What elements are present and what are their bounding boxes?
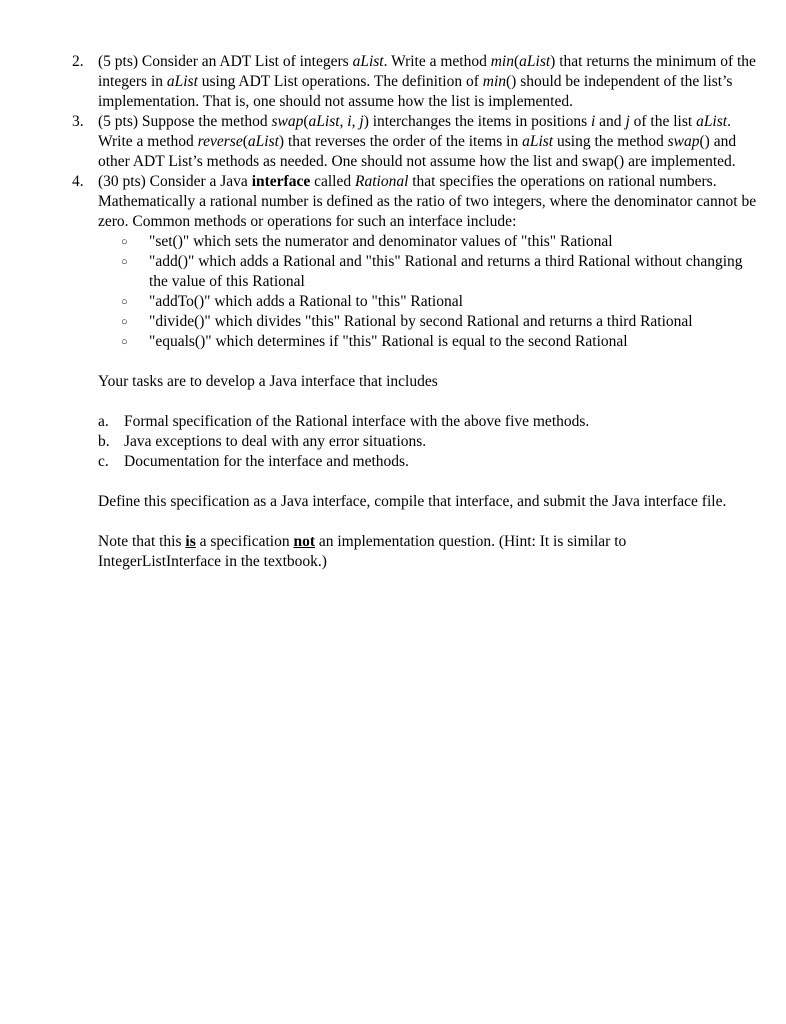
italic-run: min [482,73,506,90]
list-item [98,292,758,312]
text-run: called [310,173,355,190]
text-run: Note that this [98,533,186,550]
question-number: 2. [72,53,84,70]
text-run: an implementation question. (Hint: It is similar to IntegerListInterface in the textbook.) [98,533,627,570]
question-number: 4. [72,173,84,190]
italic-run: aList [247,133,279,150]
list-item-text: "equals()" which determines if "this" Rational is equal to the second Rational [149,333,628,350]
italic-run: aList [696,113,728,130]
list-item [98,332,758,352]
question-text [98,172,758,232]
italic-run: j [625,113,630,130]
italic-run: aList [166,73,198,90]
question-number: 3. [72,113,84,130]
italic-run: aList [352,53,384,70]
text-run: ) that reverses the order of the items in [278,133,523,150]
task-text: Java exceptions to deal with any error situations. [124,433,427,450]
document-page [0,52,786,572]
task-label: b. [98,433,110,450]
text-run: using ADT List operations. The definition of [197,73,483,90]
italic-run: min [490,53,514,70]
text-run: ( [513,53,520,70]
text-run: ( [303,113,309,130]
question-2 [0,52,758,112]
question-3 [0,112,758,172]
tasks-intro: Your tasks are to develop a Java interface that includes [98,373,438,390]
list-item-text: "addTo()" which adds a Rational to "this" Rational [149,293,463,310]
text-run: (5 pts) Suppose the method [98,113,272,130]
italic-run: aList [522,133,554,150]
bold-underline-run: is [185,533,196,550]
text-run: (5 pts) Consider an ADT List of integers [98,53,353,70]
text-run: a specification [195,533,294,550]
italic-run: swap [667,133,700,150]
text-run: . Write a method [383,53,491,70]
task-text: Formal specification of the Rational interface with the above five methods. [124,413,590,430]
circle-bullet-icon: ○ [121,316,128,328]
text-run: () and other ADT List’s methods as needed. One should not assume how the list and swap() are implemented. [98,133,737,170]
text-run: using the method [553,133,668,150]
list-item [98,312,758,332]
text-run: ) interchanges the items in positions [363,113,591,130]
task-label: c. [98,453,109,470]
define-paragraph: Define this specification as a Java interface, compile that interface, and submit the Java interface file. [98,493,727,510]
italic-run: aList, i, j [308,113,364,130]
note-paragraph [0,532,738,572]
list-item-text: "set()" which sets the numerator and denominator values of "this" Rational [149,233,613,250]
italic-run: swap [271,113,304,130]
italic-run: i [590,113,596,130]
text-run: (30 pts) Consider a Java [98,173,252,190]
list-item [98,252,758,292]
text-run: ) that returns the minimum of the integers in [98,53,756,90]
list-item-text: "divide()" which divides "this" Rational by second Rational and returns a third Rational [149,313,693,330]
question-text [98,112,758,172]
text-run: that specifies the operations on rational numbers. Mathematically a rational number is defined as the ratio of two integers, where the denominator cannot be zero. Common methods or operations for such an interface include: [98,173,757,230]
italic-run: aList [519,53,551,70]
circle-bullet-icon: ○ [121,236,128,248]
circle-bullet-icon: ○ [121,336,128,348]
tasks-list [0,412,786,472]
list-item-text: "add()" which adds a Rational and "this" Rational and returns a third Rational without changing the value of this Rational [149,253,743,290]
italic-run: reverse [197,133,243,150]
task-label: a. [98,413,109,430]
task-text: Documentation for the interface and methods. [124,453,409,470]
question-4 [0,172,758,352]
circle-bullet-icon: ○ [121,296,128,308]
method-list [98,232,758,352]
list-item [98,232,758,252]
bold-run: interface [251,173,311,190]
task-item [0,412,724,432]
circle-bullet-icon: ○ [121,256,128,268]
question-text [98,52,758,112]
italic-run: Rational [354,173,409,190]
text-run: and [595,113,626,130]
text-run: of the list [629,113,697,130]
text-run: () should be independent of the list’s implementation. That is, one should not assume how the list is implemented. [98,73,733,110]
text-run: . Write a method [98,113,731,150]
task-item [0,452,724,472]
bold-underline-run: not [293,533,315,550]
text-run: ( [242,133,248,150]
task-item [0,432,724,452]
